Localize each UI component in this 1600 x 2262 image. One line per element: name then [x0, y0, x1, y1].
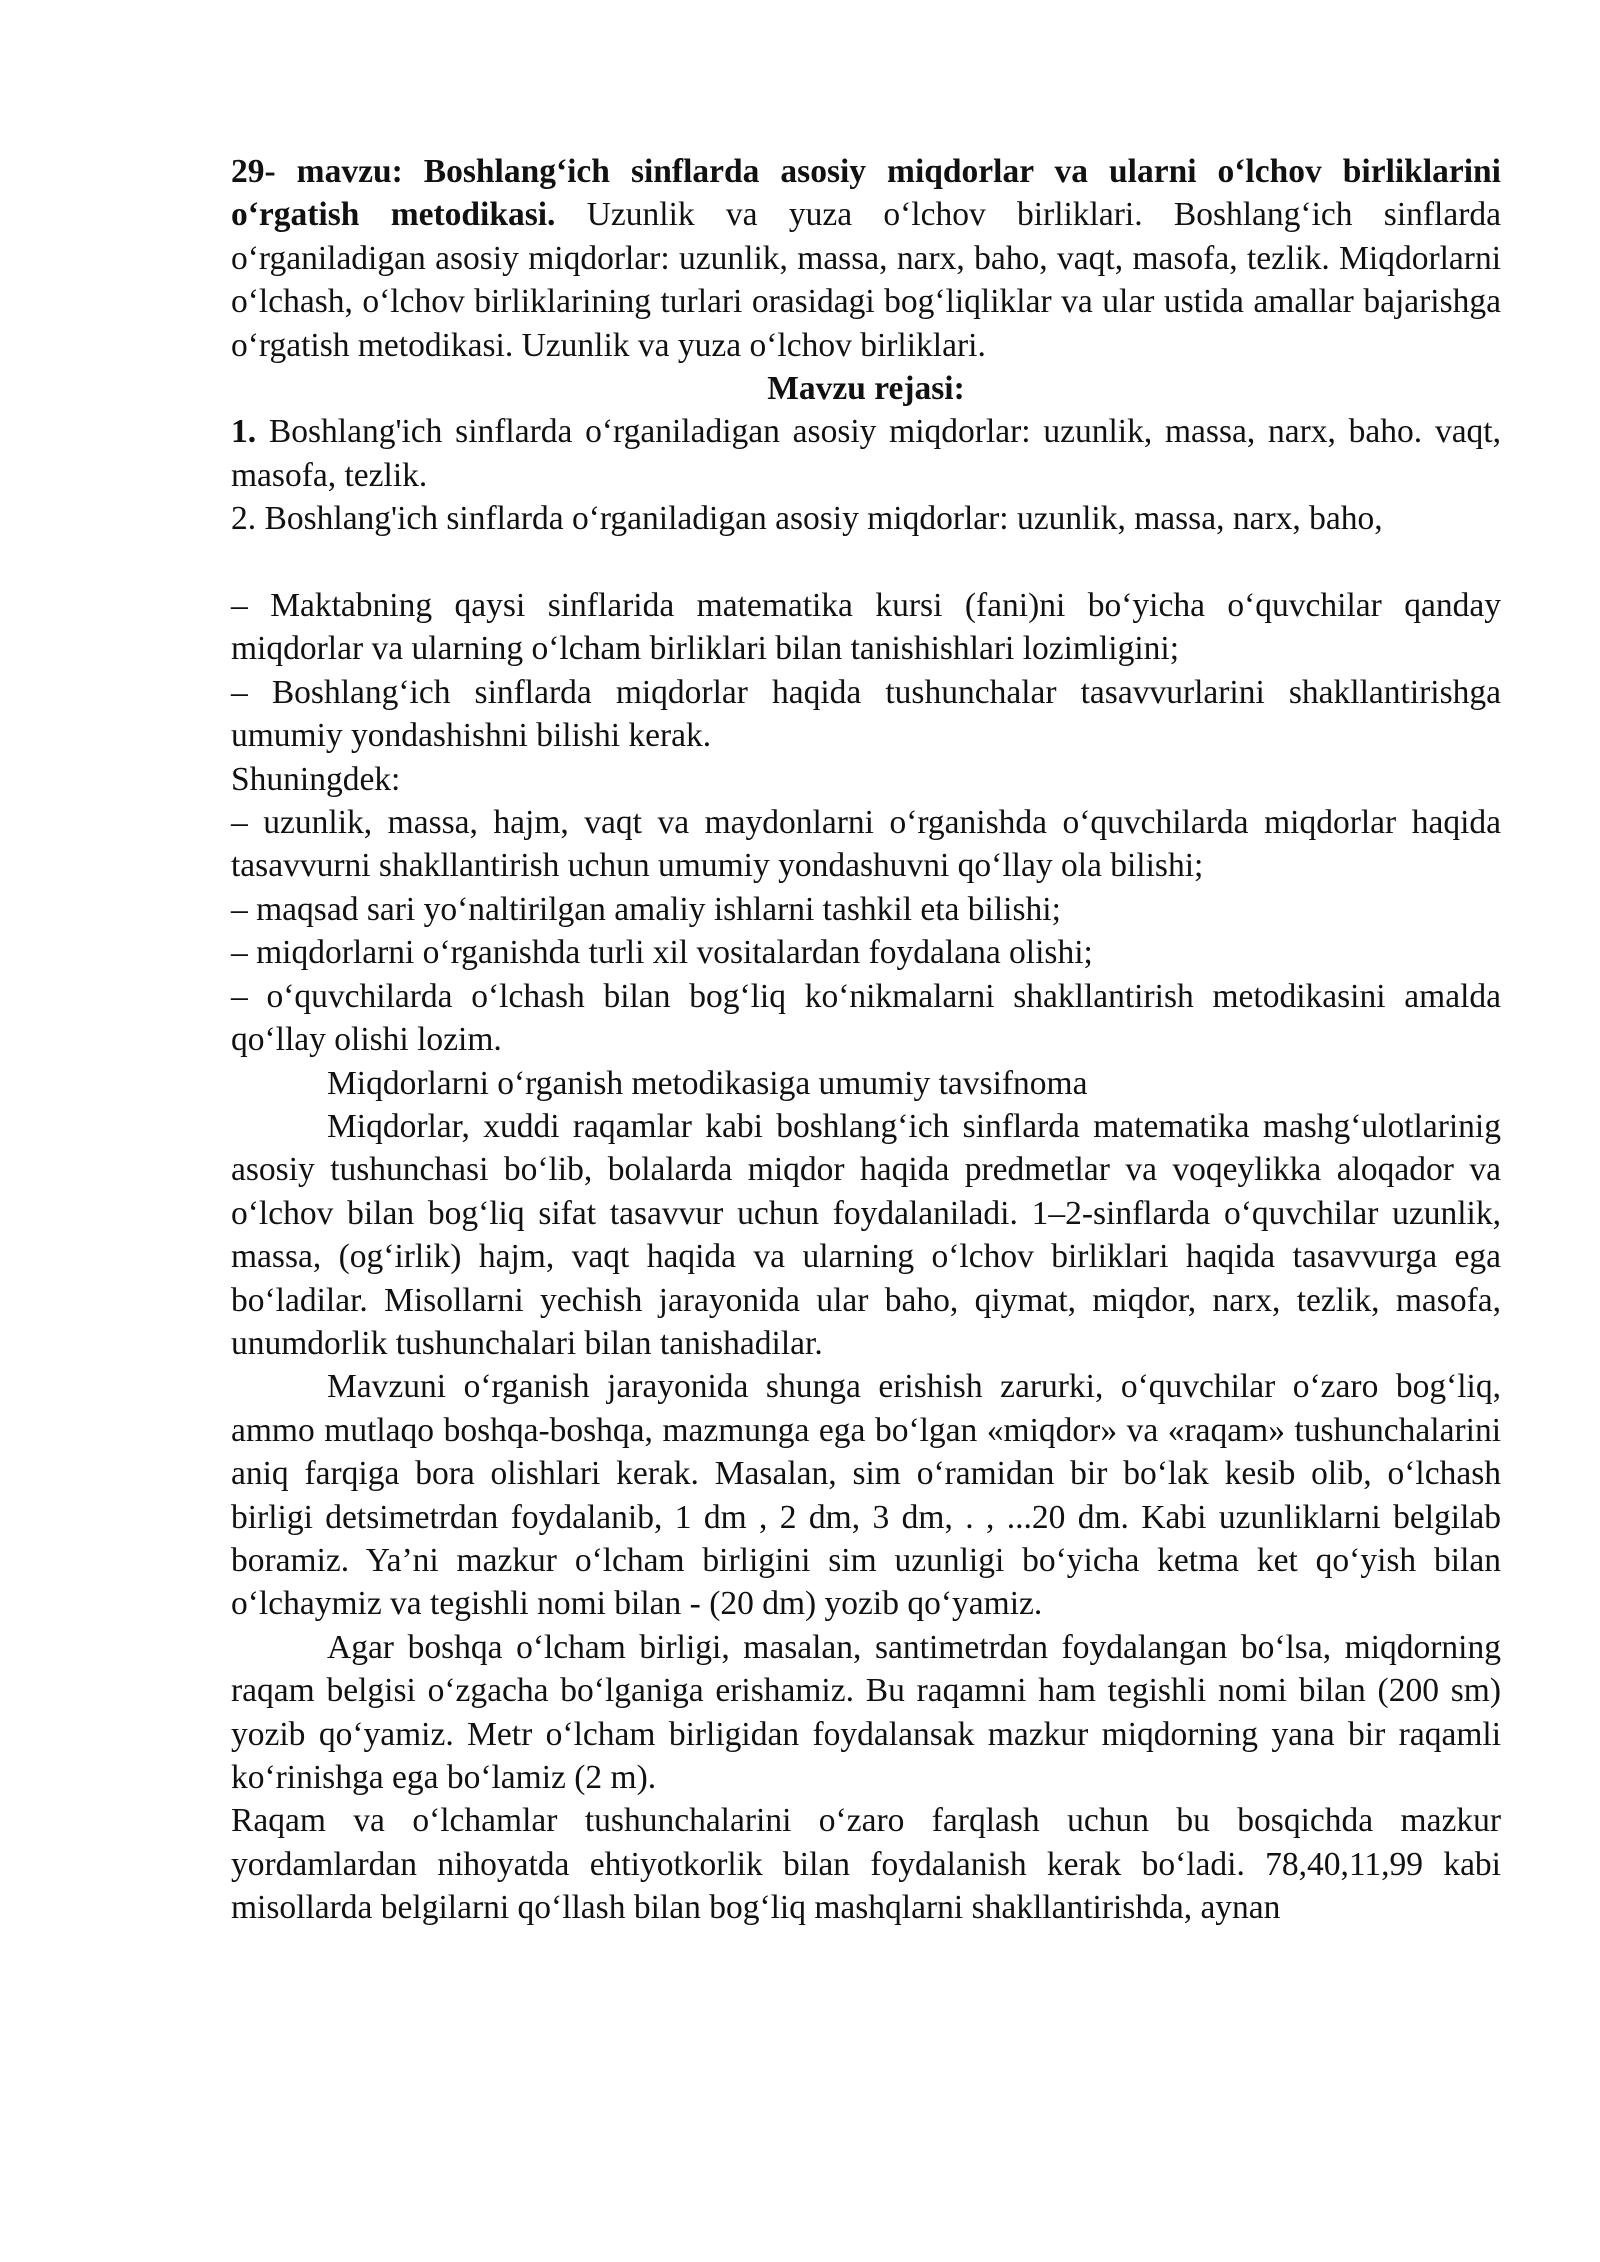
topic-title: 29- mavzu: Boshlang‘ich sinflarda asosiy miqdorlar va ularni o‘lchov birliklarini o‘rgatish metodikasi.	[231, 153, 1501, 234]
paragraph-1: Miqdorlar, xuddi raqamlar kabi boshlang‘ich sinflarda matematika mashg‘ulotlarinig asosiy tushunchasi bo‘lib, bolalarda miqdor haqida predmetlar va voqeylikka aloqador va o‘lchov bilan bog‘liq sifat tasavvur uchun foydalaniladi. 1–2-sinflarda o‘quvchilar uzunlik, massa, (og‘irlik) hajm, vaqt haqida va ularning o‘lchov birliklari haqida tasavvurga ega bo‘ladilar. Misollarni yechish jarayonida ular baho, qiymat, miqdor, narx, tezlik, masofa, unumdorlik tushunchalari bilan tanishadilar.	[231, 1107, 1501, 1362]
topic-summary: Uzunlik va yuza o‘lchov birliklari. Boshlang‘ich sinflarda o‘rganiladigan asosiy miqdorlar: uzunlik, massa, narx, baho, vaqt, masofa, tezlik. Miqdorlarni o‘lchash, o‘lchov birliklarining turlari orasidagi bog‘liqliklar va ular ustida amallar bajarishga o‘rgatish metodikasi. Uzunlik va yuza o‘lchov birliklari.	[231, 196, 1501, 364]
dash-item-5: – miqdorlarni o‘rganishda turli xil vositalardan foydalana olishi;	[231, 934, 1093, 972]
plan-title: Mavzu rejasi:	[767, 370, 965, 408]
dash-item-1: – Maktabning qaysi sinflarida matematika kursi (fani)ni bo‘yicha o‘quvchilar qanday miqdorlar va ularning o‘lcham birliklari bilan tanishishlari lozimligini;	[231, 587, 1501, 668]
dash-item-3: – uzunlik, massa, hajm, vaqt va maydonlarni o‘rganishda o‘quvchilarda miqdorlar haqida tasavvurni shakllantirish uchun umumiy yondashuvni qo‘llay ola bilishi;	[231, 804, 1501, 885]
plan-item-1-text: Boshlang'ich sinflarda o‘rganiladigan asosiy miqdorlar: uzunlik, massa, narx, baho. vaqt, masofa, tezlik.	[231, 413, 1501, 494]
plan-item-1-number: 1.	[231, 413, 257, 451]
dash-item-2: – Boshlang‘ich sinflarda miqdorlar haqida tushunchalar tasavvurlarini shakllantirishga umumiy yondashishni bilishi kerak.	[231, 673, 1501, 755]
shuningdek-label: Shuningdek:	[231, 760, 401, 798]
section-subtitle: Miqdorlarni o‘rganish metodikasiga umumiy tavsifnoma	[327, 1064, 1088, 1102]
document-page	[231, 150, 1501, 1930]
dash-item-4: – maqsad sari yo‘naltirilgan amaliy ishlarni tashkil eta bilishi;	[231, 890, 1061, 928]
plan-item-2: 2. Boshlang'ich sinflarda o‘rganiladigan asosiy miqdorlar: uzunlik, massa, narx, baho,	[231, 500, 1383, 538]
paragraph-4: Raqam va o‘lchamlar tushunchalarini o‘zaro farqlash uchun bu bosqichda mazkur yordamlardan nihoyatda ehtiyotkorlik bilan foydalanish kerak bo‘ladi. 78,40,11,99 kabi misollarda belgilarni qo‘llash bilan bog‘liq mashqlarni shakllantirishda, aynan	[231, 1802, 1501, 1927]
dash-item-6: – o‘quvchilarda o‘lchash bilan bog‘liq ko‘nikmalarni shakllantirish metodikasini amalda qo‘llay olishi lozim.	[231, 977, 1501, 1059]
plan-item-1	[231, 410, 1501, 497]
paragraph-2: Mavzuni o‘rganish jarayonida shunga erishish zarurki, o‘quvchilar o‘zaro bog‘liq, ammo mutlaqo boshqa-boshqa, mazmunga ega bo‘lgan «miqdor» va «raqam» tushunchalarini aniq farqiga bora olishlari kerak. Masalan, sim o‘ramidan bir bo‘lak kesib olib, o‘lchash birligi detsimetrdan foydalanib, 1 dm , 2 dm, 3 dm, . , ...20 dm. Kabi uzunliklarni belgilab boramiz. Ya’ni mazkur o‘lcham birligini sim uzunligi bo‘yicha ketma ket qo‘yish bilan o‘lchaymiz va tegishli nomi bilan - (20 dm) yozib qo‘yamiz.	[231, 1368, 1501, 1623]
blank-line	[231, 541, 1501, 584]
topic-heading	[231, 150, 1501, 367]
paragraph-3: Agar boshqa o‘lcham birligi, masalan, santimetrdan foydalangan bo‘lsa, miqdorning raqam belgisi o‘zgacha bo‘lganiga erishamiz. Bu raqamni ham tegishli nomi bilan (200 sm) yozib qo‘yamiz. Metr o‘lcham birligidan foydalansak mazkur miqdorning yana bir raqamli ko‘rinishga ega bo‘lamiz (2 m).	[231, 1628, 1501, 1797]
